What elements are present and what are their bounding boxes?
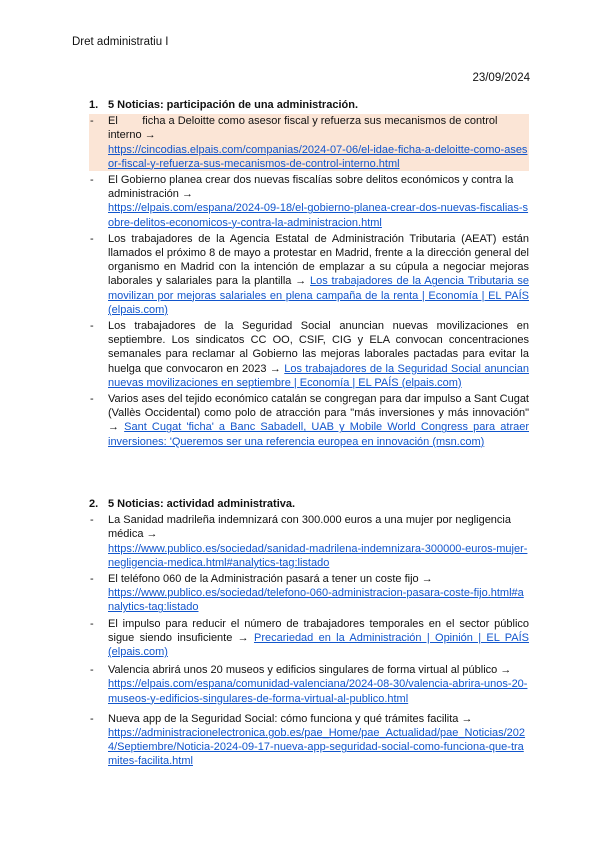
section-participacion: [89, 98, 529, 449]
news-item: [89, 319, 529, 390]
news-text: El Gobierno planea crear dos nuevas fiscalías sobre delitos económicos y contra la administración: [108, 174, 514, 201]
news-item: [89, 392, 529, 449]
news-link[interactable]: https://administracionelectronica.gob.es/pae_Home/pae_Actualidad/pae_Noticias/2024/Septiembre/Noticia-2024-09-17-nueva-app-seguridad-social-como-funciona-que-tramites-facilita.html: [108, 727, 526, 768]
section-heading: [89, 98, 529, 112]
arrow-icon: →: [421, 573, 433, 586]
news-list: [89, 513, 529, 768]
news-item: [89, 572, 529, 615]
arrow-icon: →: [461, 712, 473, 725]
news-item: [89, 663, 529, 706]
news-item: [89, 617, 529, 660]
news-text: Nueva app de la Seguridad Social: cómo funciona y qué trámites facilita: [108, 712, 459, 725]
arrow-icon: →: [269, 362, 281, 375]
news-text: El ficha a Deloitte como asesor fiscal y refuerza sus mecanismos de control interno: [108, 115, 501, 142]
news-text: Los trabajadores de la Agencia Estatal de Administración Tributaria (AEAT) están llamados el próximo 8 de mayo a protestar en Madrid, frente a la dirección general del organismo en Madrid con la intención de emplazar a su cúpula a negociar mejoras laborales y salariales para la plantilla: [108, 232, 529, 288]
arrow-icon: →: [295, 275, 307, 288]
news-link[interactable]: https://www.publico.es/sociedad/sanidad-madrilena-indemnizara-300000-euros-mujer-negligencia-medica.html#analytics-tag:listado: [108, 542, 528, 569]
news-link[interactable]: https://cincodias.elpais.com/companias/2024-07-06/el-idae-ficha-a-deloitte-como-asesor-fiscal-y-refuerza-sus-mecanismos-de-control-interno.html: [108, 143, 528, 170]
section-title: 5 Noticias: actividad administrativa.: [108, 498, 296, 510]
arrow-icon: →: [500, 664, 512, 677]
arrow-icon: →: [146, 528, 158, 541]
section-number: 1.: [89, 99, 99, 111]
news-text: El teléfono 060 de la Administración pasará a tener un coste fijo: [108, 573, 419, 586]
news-link[interactable]: https://www.publico.es/sociedad/telefono-060-administracion-pasara-coste-fijo.html#analytics-tag:listado: [108, 587, 524, 614]
news-item: [89, 712, 529, 769]
arrow-icon: →: [237, 631, 249, 644]
news-list: [89, 114, 529, 449]
news-text: Varios ases del tejido económico catalán se congregan para dar impulso a Sant Cugat (Vallès Occidental) como polo de atracción para "más inversiones y más innovación": [108, 393, 529, 420]
news-text: Valencia abrirá unos 20 museos y edificios singulares de forma virtual al público: [108, 664, 498, 677]
document-date: 23/09/2024: [472, 72, 530, 84]
section-number: 2.: [89, 498, 99, 510]
news-link[interactable]: https://elpais.com/espana/comunidad-valenciana/2024-08-30/valencia-abrira-unos-20-museos-y-edificios-singulares-de-forma-virtual-al-publico.html: [108, 678, 528, 705]
news-text: La Sanidad madrileña indemnizará con 300.000 euros a una mujer por negligencia médica: [108, 514, 511, 541]
section-actividad: [89, 497, 529, 769]
news-item: [89, 173, 529, 230]
news-link[interactable]: Precariedad en la Administración | Opinión | EL PAÍS (elpais.com): [108, 631, 529, 659]
news-link[interactable]: https://elpais.com/espana/2024-09-18/el-gobierno-planea-crear-dos-nuevas-fiscalias-sobre-delitos-economicos-y-contra-la-administracion.html: [108, 202, 529, 229]
section-heading: [89, 497, 529, 511]
document-header: Dret administratiu I: [72, 36, 169, 48]
news-link[interactable]: Los trabajadores de la Agencia Tributaria se movilizan por mejoras salariales en plena campaña de la renta | Economía | EL PAÍS (elpais.com): [108, 275, 530, 316]
news-item: [89, 114, 529, 171]
news-text: Los trabajadores de la Seguridad Social anuncian nuevas movilizaciones en septiembre. Los sindicatos CC OO, CSIF, CIG y ELA convocan concentraciones semanales para reclamar al Gobierno las mejoras laborales pactadas para evitar la huelga que convocaron en 2023: [108, 320, 529, 375]
news-item: [89, 232, 529, 317]
section-title: 5 Noticias: participación de una administración.: [108, 99, 359, 111]
news-link[interactable]: Sant Cugat 'ficha' a Banc Sabadell, UAB y Mobile World Congress para atraer inversiones: 'Queremos ser una referencia europea en innovación (msn.com): [108, 421, 530, 448]
news-text: El impulso para reducir el número de trabajadores temporales en el sector público sigue siendo insuficiente: [108, 617, 529, 644]
arrow-icon: →: [144, 129, 156, 142]
news-link[interactable]: Los trabajadores de la Seguridad Social anuncian nuevas movilizaciones en septiembre | Economía | EL PAÍS (elpais.com): [108, 362, 530, 389]
news-item: [89, 513, 529, 570]
arrow-icon: →: [181, 188, 193, 201]
arrow-icon: →: [108, 421, 119, 434]
